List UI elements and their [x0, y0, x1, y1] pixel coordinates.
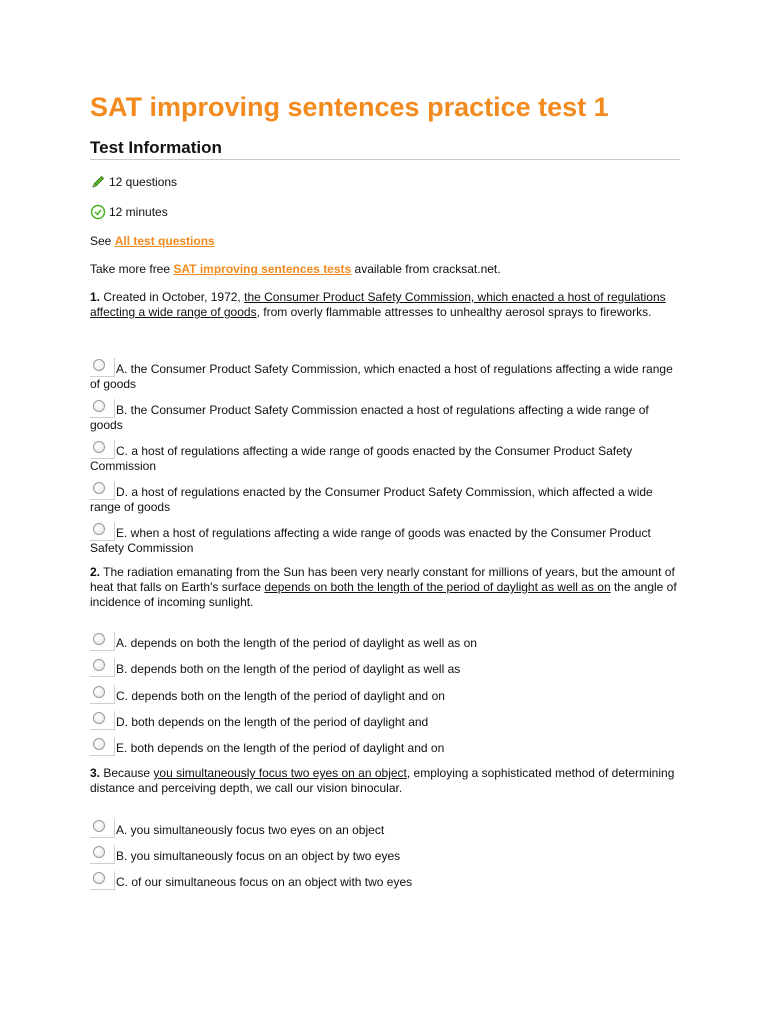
divider	[90, 159, 680, 160]
radio-frame	[90, 358, 115, 377]
question-number: 1.	[90, 290, 101, 304]
time-limit-row	[90, 204, 168, 220]
page-title: SAT improving sentences practice test 1	[90, 92, 609, 122]
section-title: Test Information	[90, 138, 222, 157]
time-limit: 12 minutes	[109, 205, 168, 219]
question-3	[90, 766, 680, 796]
radio-button[interactable]	[93, 712, 105, 724]
answer-option[interactable]	[90, 819, 680, 838]
radio-button[interactable]	[93, 400, 105, 412]
answer-option[interactable]	[90, 711, 680, 730]
option-label: B. you simultaneously focus on an object by two eyes	[116, 849, 401, 863]
radio-button[interactable]	[93, 633, 105, 645]
radio-frame	[90, 522, 115, 541]
question-text: the angle of incidence of incoming sunlight.	[90, 580, 677, 609]
question-text: Because	[100, 766, 154, 780]
radio-frame	[90, 399, 115, 418]
question-count: 12 questions	[109, 175, 178, 189]
radio-button[interactable]	[93, 872, 105, 884]
radio-frame	[90, 737, 115, 756]
radio-button[interactable]	[93, 738, 105, 750]
more-prefix: Take more free	[90, 262, 174, 276]
answer-option[interactable]	[90, 737, 680, 756]
option-label: A. you simultaneously focus two eyes on an object	[116, 823, 385, 837]
answer-option[interactable]	[90, 522, 680, 556]
all-test-questions-link[interactable]: All test questions	[114, 234, 215, 248]
radio-button[interactable]	[93, 686, 105, 698]
option-label: B. the Consumer Product Safety Commission enacted a host of regulations affecting a wide range of goods	[90, 403, 649, 432]
question-2	[90, 565, 680, 610]
question-text: , from overly flammable attresses to unhealthy aerosol sprays to fireworks.	[256, 305, 652, 319]
option-label: C. of our simultaneous focus on an object with two eyes	[116, 875, 413, 889]
answer-option[interactable]	[90, 658, 680, 677]
radio-button[interactable]	[93, 359, 105, 371]
radio-frame	[90, 658, 115, 677]
underlined-portion: the Consumer Product Safety Commission, which enacted a host of regulations affecting a wide range of goods	[90, 290, 666, 319]
radio-button[interactable]	[93, 846, 105, 858]
clock-icon	[90, 204, 106, 220]
option-label: C. a host of regulations affecting a wide range of goods enacted by the Consumer Product Safety Commission	[90, 444, 633, 473]
question-text: The radiation emanating from the Sun has been very nearly constant for millions of years, but the amount of heat that falls on Earth's surface	[90, 565, 675, 594]
radio-button[interactable]	[93, 820, 105, 832]
see-all-line	[90, 234, 680, 249]
option-label: C. depends both on the length of the period of daylight and on	[116, 689, 445, 703]
radio-button[interactable]	[93, 441, 105, 453]
option-label: B. depends both on the length of the period of daylight as well as	[116, 662, 461, 676]
question-number: 2.	[90, 565, 101, 579]
option-label: E. when a host of regulations affecting a wide range of goods was enacted by the Consumer Product Safety Commission	[90, 526, 651, 555]
question-text: , employing a sophisticated method of determining distance and perceiving depth, we call our vision binocular.	[90, 766, 675, 795]
radio-frame	[90, 481, 115, 500]
answer-option[interactable]	[90, 440, 680, 474]
answer-option[interactable]	[90, 685, 680, 704]
question-count-row	[90, 174, 177, 190]
answer-option[interactable]	[90, 358, 680, 392]
question-1	[90, 290, 680, 320]
radio-button[interactable]	[93, 659, 105, 671]
underlined-portion: you simultaneously focus two eyes on an object	[153, 766, 407, 780]
radio-frame	[90, 440, 115, 459]
option-label: A. depends on both the length of the period of daylight as well as on	[116, 636, 477, 650]
underlined-portion: depends on both the length of the period of daylight as well as on	[264, 580, 611, 594]
radio-frame	[90, 685, 115, 704]
answer-option[interactable]	[90, 871, 680, 890]
option-label: D. a host of regulations enacted by the Consumer Product Safety Commission, which affected a wide range of goods	[90, 485, 653, 514]
sat-improving-sentences-tests-link[interactable]: SAT improving sentences tests	[173, 262, 352, 276]
radio-frame	[90, 845, 115, 864]
see-prefix: See	[90, 234, 115, 248]
radio-frame	[90, 871, 115, 890]
radio-button[interactable]	[93, 523, 105, 535]
radio-frame	[90, 819, 115, 838]
answer-option[interactable]	[90, 632, 680, 651]
radio-frame	[90, 632, 115, 651]
more-tests-line	[90, 262, 680, 277]
option-label: A. the Consumer Product Safety Commission, which enacted a host of regulations affecting a wide range of goods	[90, 362, 673, 391]
question-text: Created in October, 1972,	[100, 290, 245, 304]
pencil-icon	[90, 174, 106, 190]
radio-button[interactable]	[93, 482, 105, 494]
option-label: D. both depends on the length of the period of daylight and	[116, 715, 429, 729]
radio-frame	[90, 711, 115, 730]
answer-option[interactable]	[90, 399, 680, 433]
answer-option[interactable]	[90, 481, 680, 515]
option-label: E. both depends on the length of the period of daylight and on	[116, 741, 445, 755]
question-number: 3.	[90, 766, 101, 780]
answer-option[interactable]	[90, 845, 680, 864]
more-suffix: available from cracksat.net.	[351, 262, 501, 276]
